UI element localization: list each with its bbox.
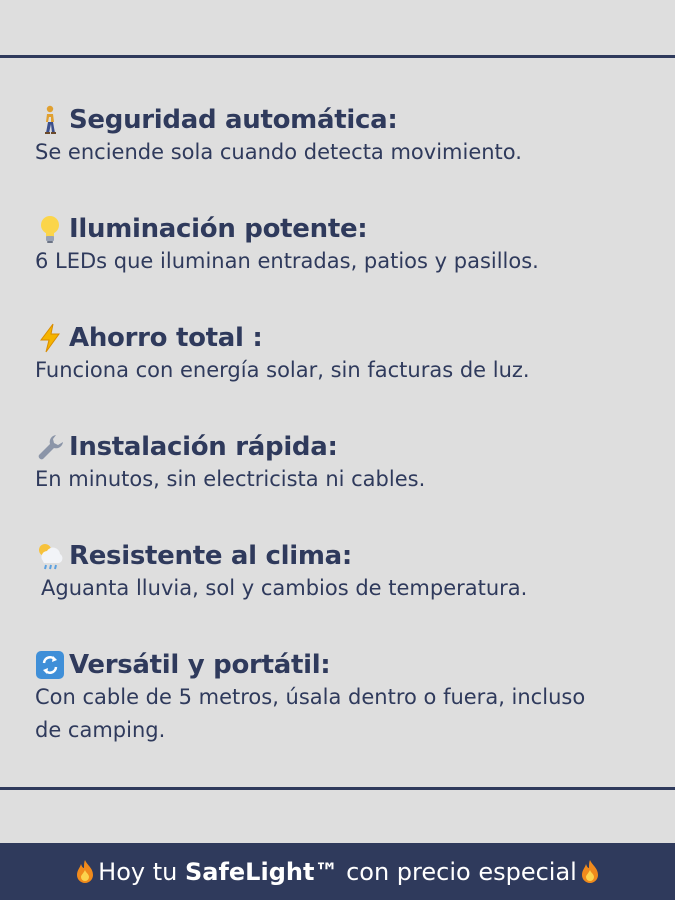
feature-title: Instalación rápida: xyxy=(69,432,338,462)
feature-description: En minutos, sin electricista ni cables. xyxy=(35,467,426,491)
feature-title: Resistente al clima: xyxy=(69,541,352,571)
feature-title: Iluminación potente: xyxy=(69,214,368,244)
feature-versatile xyxy=(35,645,655,747)
lightbulb-icon xyxy=(35,214,65,244)
feature-description: Aguanta lluvia, sol y cambios de temperatura. xyxy=(41,576,528,600)
feature-description: Con cable de 5 metros, úsala dentro o fuera, incluso de camping. xyxy=(35,685,586,742)
person-walking-icon xyxy=(35,105,65,135)
promo-suffix: con precio especial xyxy=(338,857,577,886)
feature-weather xyxy=(35,536,655,605)
feature-description: Se enciende sola cuando detecta movimiento. xyxy=(35,140,522,164)
brand-name: SafeLight™ xyxy=(184,857,339,886)
feature-installation xyxy=(35,427,655,496)
feature-lighting xyxy=(35,209,655,278)
fire-icon xyxy=(72,859,98,885)
refresh-icon xyxy=(35,650,65,680)
lightning-icon xyxy=(35,323,65,353)
feature-title: Versátil y portátil: xyxy=(69,650,331,680)
feature-description: Funciona con energía solar, sin facturas de luz. xyxy=(35,358,530,382)
bottom-divider xyxy=(0,787,675,790)
feature-security xyxy=(35,100,655,169)
top-divider xyxy=(0,55,675,58)
promo-banner xyxy=(0,843,675,900)
fire-icon xyxy=(577,859,603,885)
feature-title: Seguridad automática: xyxy=(69,105,398,135)
feature-savings xyxy=(35,318,655,387)
promo-prefix: Hoy tu xyxy=(98,857,185,886)
feature-description: 6 LEDs que iluminan entradas, patios y pasillos. xyxy=(35,249,539,273)
feature-title: Ahorro total : xyxy=(69,323,263,353)
wrench-icon xyxy=(35,432,65,462)
cloud-rain-sun-icon xyxy=(35,541,65,571)
